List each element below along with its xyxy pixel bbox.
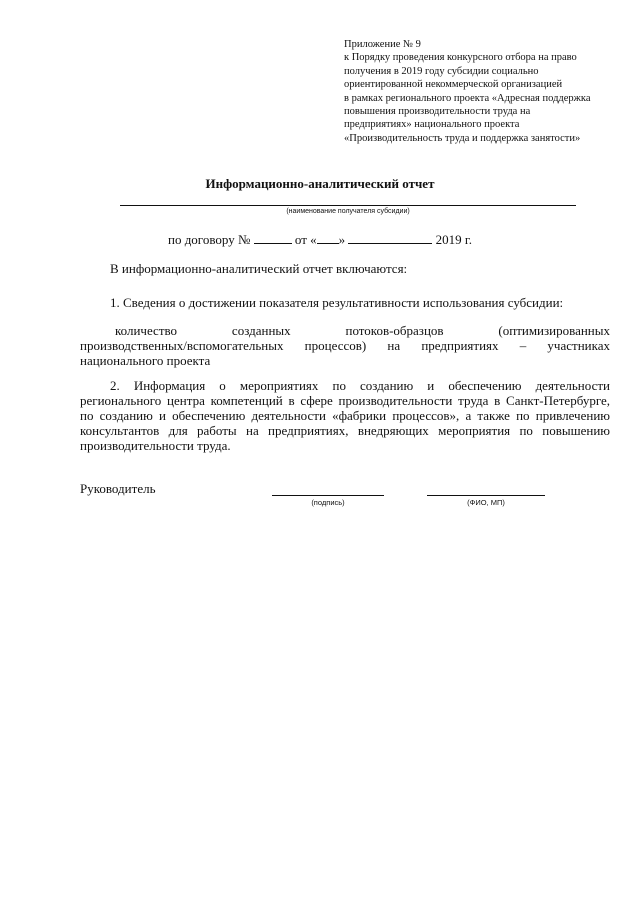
appendix-line: «Производительность труда и поддержка занятости» — [344, 132, 581, 144]
appendix-line: получения в 2019 году субсидии социально — [344, 65, 539, 77]
info-line: по созданию и обеспечению деятельности «фабрики процессов», а также по привлечению — [80, 408, 610, 423]
info-line: производительности труда. — [80, 438, 231, 453]
name-stamp-caption: (ФИО, МП) — [467, 498, 505, 507]
recipient-caption: (наименование получателя субсидии) — [286, 208, 410, 215]
appendix-line: ориентированной некоммерческой организацией — [344, 79, 563, 91]
document-title: Информационно-аналитический отчет — [205, 176, 435, 191]
signature-caption: (подпись) — [311, 498, 345, 507]
info-line: регионального центра компетенций в сфере производительности труда в Санкт-Петербурге, — [80, 393, 610, 408]
info-line: 2. Информация о мероприятиях по созданию и обеспечению деятельности — [110, 378, 610, 393]
indicator-line: производственных/вспомогательных процессов) на предприятиях – участниках — [80, 338, 610, 353]
signature-line — [272, 495, 384, 496]
contract-prefix: по договору № — [167, 232, 251, 247]
intro-text: В информационно-аналитический отчет включаются: — [110, 261, 408, 276]
contract-year: 2019 г. — [435, 232, 472, 247]
contract-from: от « — [294, 232, 317, 247]
appendix-line: повышения производительности труда на — [344, 106, 531, 118]
section-2-paragraph — [80, 378, 610, 453]
contract-day-blank — [317, 232, 339, 244]
appendix-line: в рамках регионального проекта «Адресная поддержка — [344, 92, 591, 104]
contract-month-blank — [348, 232, 432, 244]
indicator-paragraph — [80, 323, 610, 368]
appendix-line: к Порядку проведения конкурсного отбора на право — [344, 52, 577, 64]
name-stamp-line — [427, 495, 545, 496]
contract-number-blank — [254, 232, 292, 244]
indicator-line: количество созданных потоков-образцов (оптимизированных — [115, 323, 610, 338]
appendix-line: предприятиях» национального проекта — [344, 119, 520, 131]
recipient-name-line — [120, 205, 576, 206]
head-signature-label: Руководитель — [80, 481, 156, 496]
appendix-line: Приложение № 9 — [344, 39, 421, 50]
contract-close-quote: » — [338, 232, 346, 247]
info-line: консультантов для работы на предприятиях, внедряющих мероприятия по повышению — [80, 423, 610, 438]
section-1-heading: 1. Сведения о достижении показателя результативности использования субсидии: — [110, 295, 564, 310]
contract-line — [0, 232, 640, 248]
indicator-line: национального проекта — [80, 353, 211, 368]
appendix-header — [344, 38, 614, 145]
